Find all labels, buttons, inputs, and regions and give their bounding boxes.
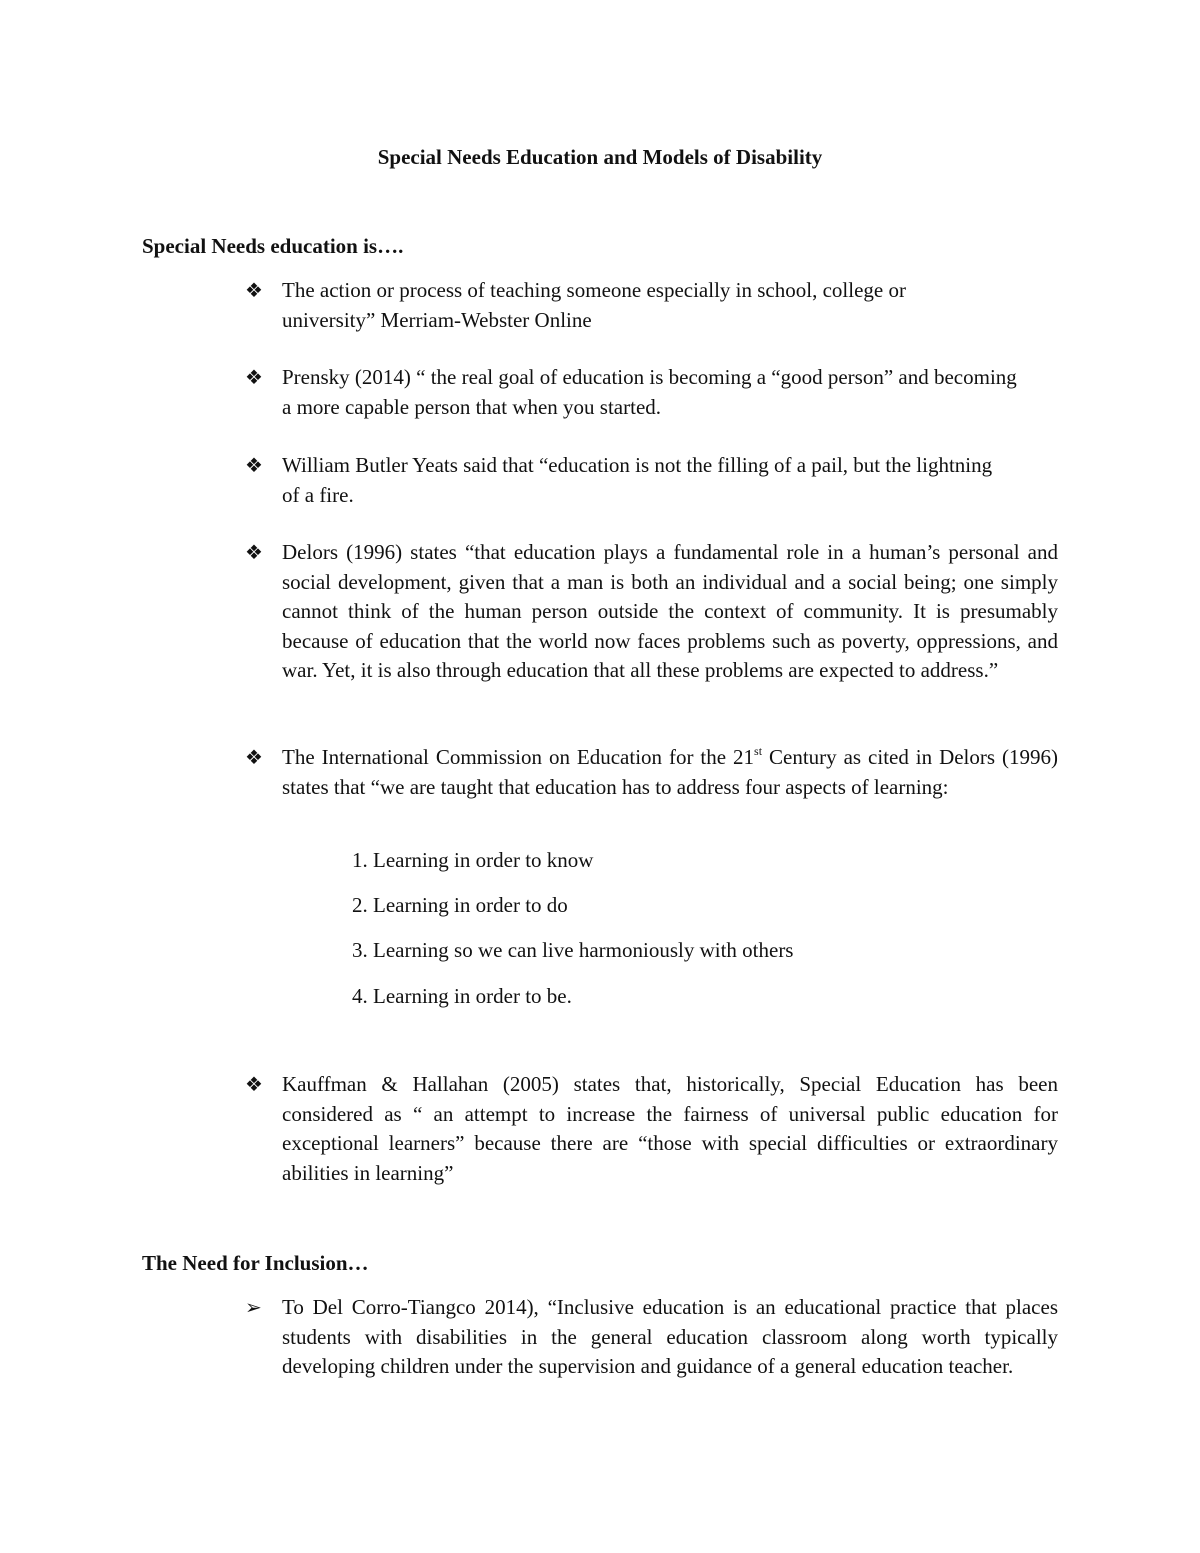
diamond-bullet-icon: ❖: [245, 455, 263, 477]
list-item: To Del Corro-Tiangco 2014), “Inclusive education is an educational practice that places students with disabilities in the general education classroom along worth typically developing children under the supervision and guidance of a general education teacher.: [282, 1295, 1058, 1378]
diamond-bullet-icon: ❖: [245, 280, 263, 302]
list-item: Prensky (2014) “ the real goal of education is becoming a “good person” and becoming a more capable person that when you started.: [282, 365, 1017, 419]
diamond-bullet-icon: ❖: [245, 747, 263, 769]
numbered-item: 3. Learning so we can live harmoniously with others: [352, 938, 794, 962]
document-title: Special Needs Education and Models of Disability: [377, 145, 823, 169]
arrow-bullet-icon: ➢: [245, 1297, 262, 1319]
numbered-item: 1. Learning in order to know: [352, 848, 594, 872]
list-item: Delors (1996) states “that education plays a fundamental role in a human’s personal and social development, given that a man is both an individual and a social being; one simply cannot think of the human person outside the context of community. It is presumably because of education that the world now faces problems such as poverty, oppressions, and war. Yet, it is also through education that all these problems are expected to address.”: [282, 540, 1058, 682]
section-heading-inclusion: The Need for Inclusion…: [142, 1251, 369, 1275]
superscript-st: st: [754, 744, 763, 758]
list-item: Kauffman & Hallahan (2005) states that, historically, Special Education has been considered as “ an attempt to increase the fairness of universal public education for exceptional learners” because there are “those with special difficulties or extraordinary abilities in learning”: [282, 1072, 1058, 1185]
section-heading-special-needs: Special Needs education is….: [142, 234, 404, 258]
diamond-bullet-icon: ❖: [245, 367, 263, 389]
numbered-item: 4. Learning in order to be.: [352, 984, 572, 1008]
commission-text-start: The International Commission on Education for the 21: [282, 745, 755, 769]
list-item: The action or process of teaching someone especially in school, college or university” Merriam-Webster Online: [282, 278, 906, 332]
diamond-bullet-icon: ❖: [245, 542, 263, 564]
list-item: [282, 743, 1058, 802]
list-item: William Butler Yeats said that “education is not the filling of a pail, but the lightning of a fire.: [282, 453, 993, 507]
commission-text-end: Century as cited in Delors (1996) states that “we are taught that education has to address four aspects of learning:: [282, 745, 1058, 799]
diamond-bullet-icon: ❖: [245, 1074, 263, 1096]
numbered-item: 2. Learning in order to do: [352, 893, 568, 917]
